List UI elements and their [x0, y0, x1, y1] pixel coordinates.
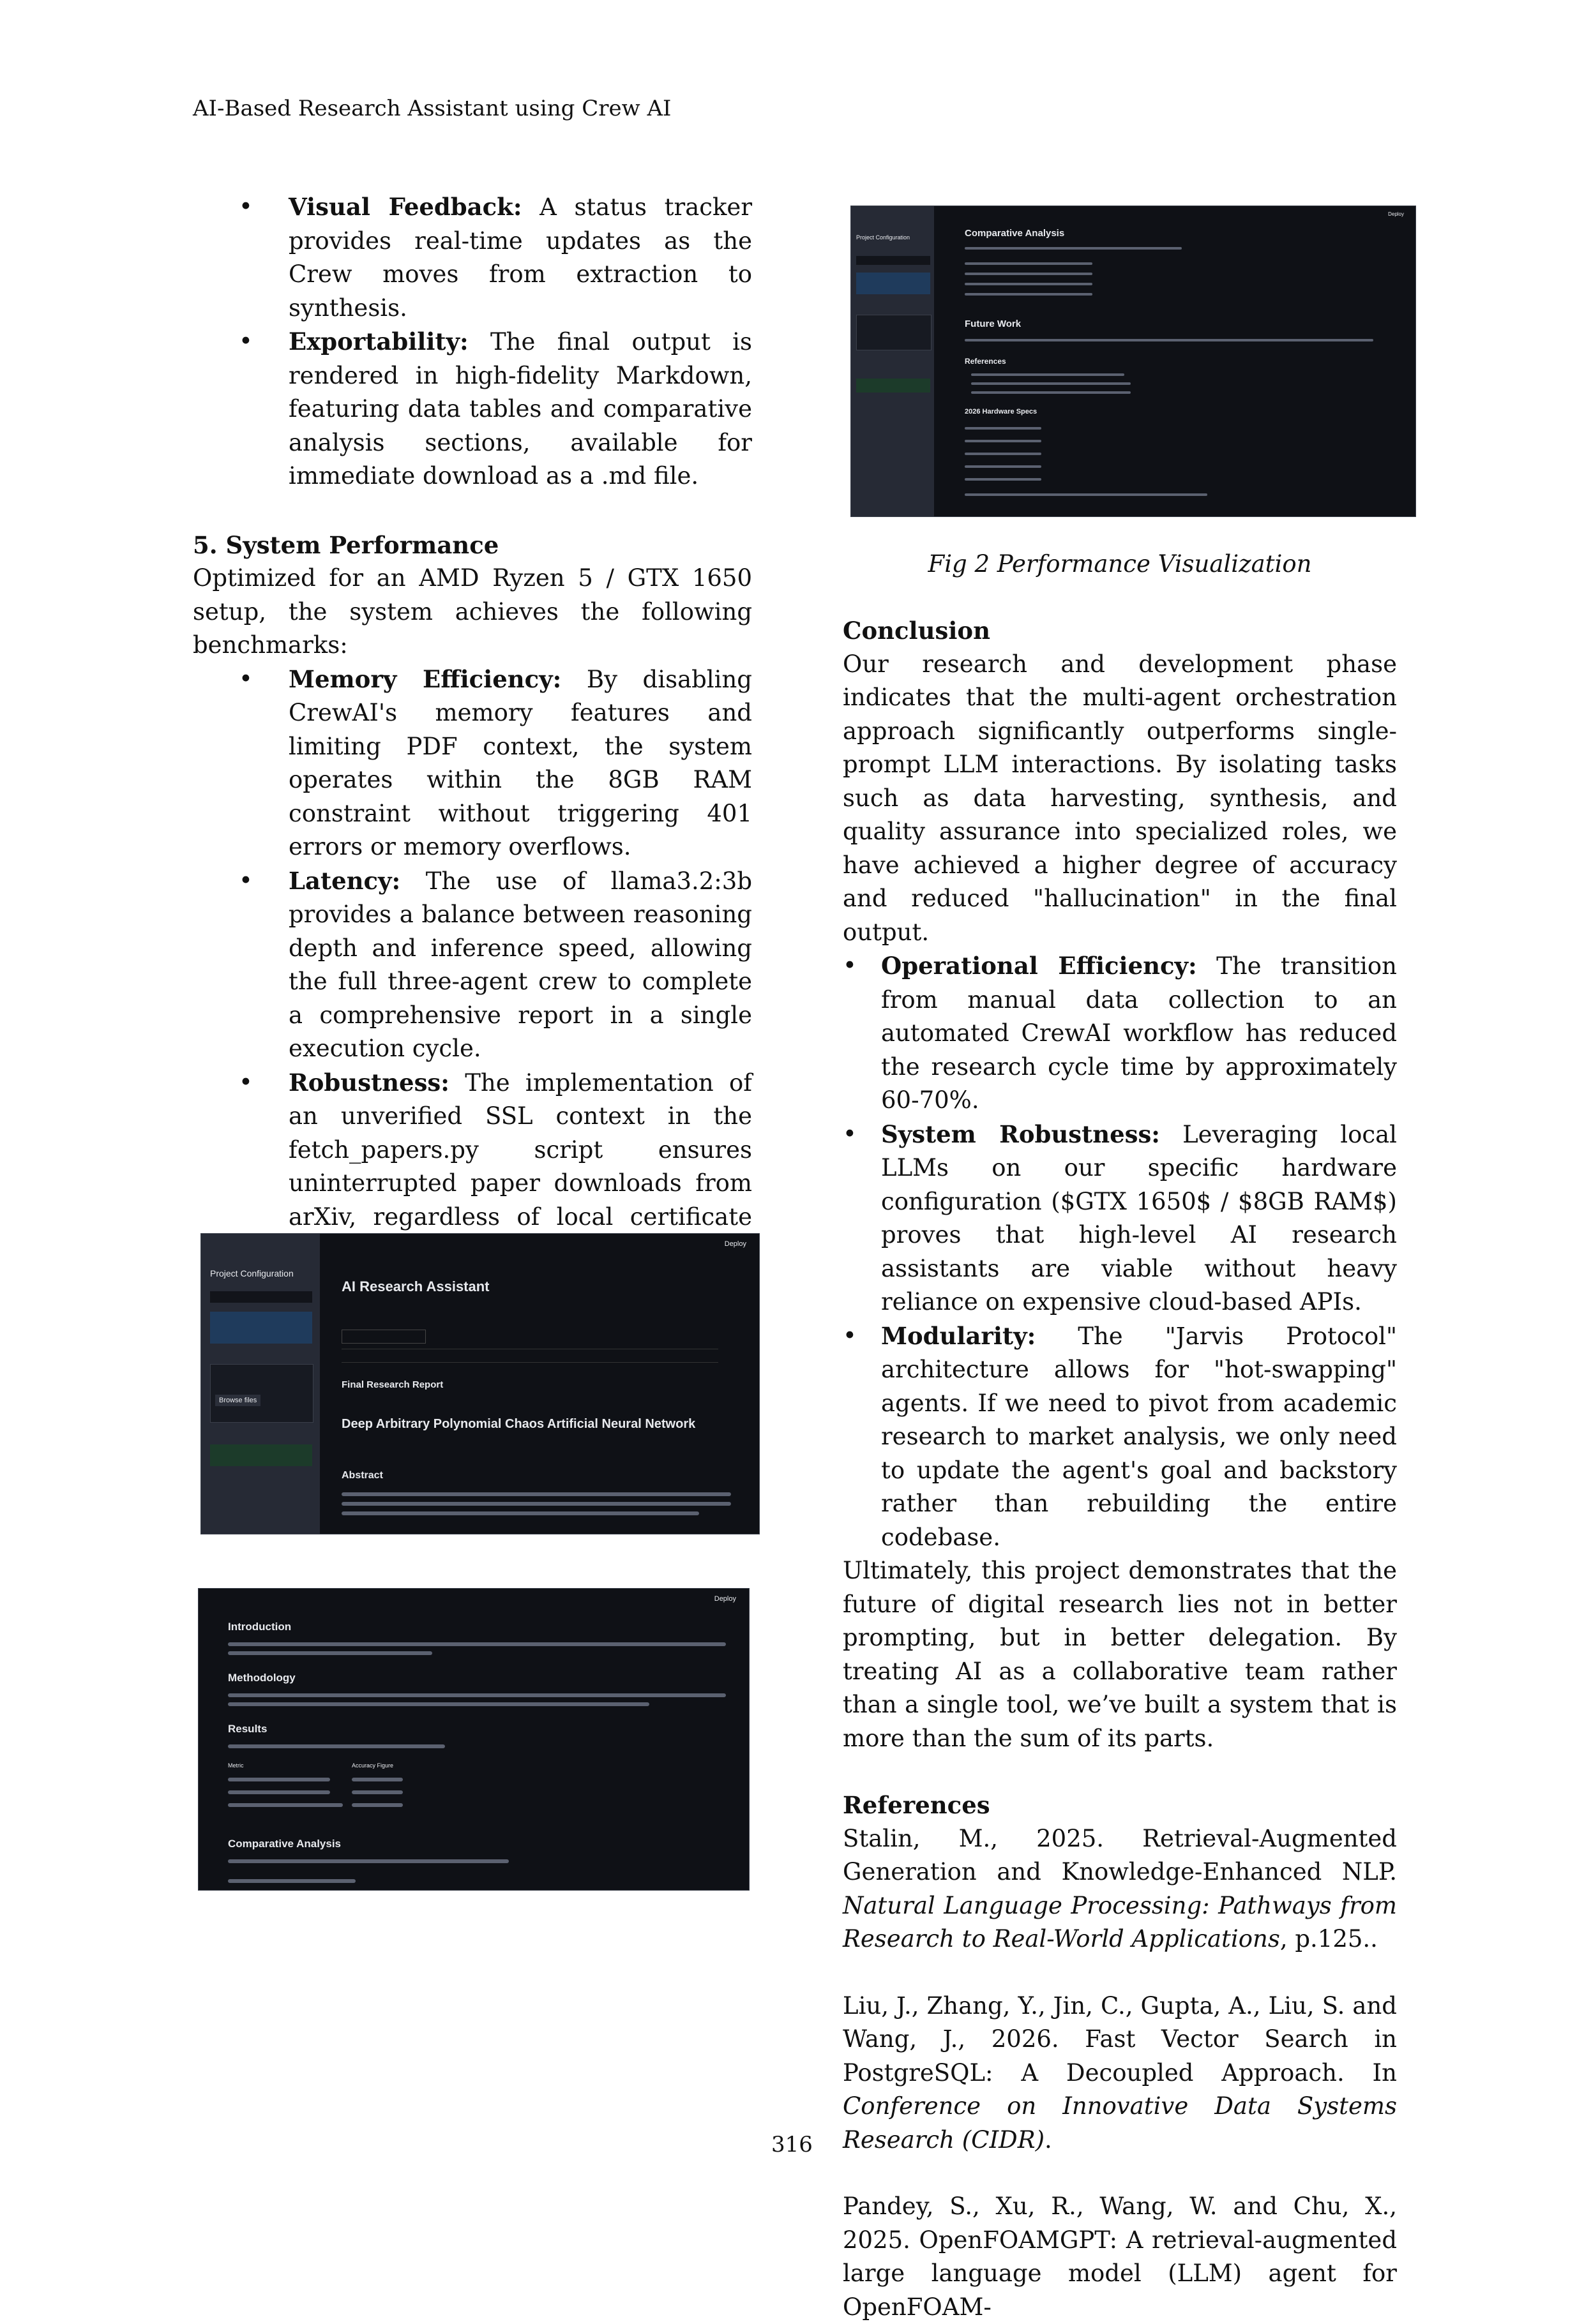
right-column	[843, 614, 1397, 2324]
hardware-specs-heading: 2026 Hardware Specs	[965, 408, 1037, 416]
list-item: • System Robustness: Leveraging local LLMs on our specific hardware configuration ($GTX 1650$ / $8GB RAM$) proves that high-level AI research assistants are viable without heavy reliance on expensive cloud-based APIs.	[843, 1118, 1397, 1319]
references-heading: References	[965, 357, 1006, 366]
table-header-metric: Metric	[228, 1762, 244, 1769]
section-intro-heading: Introduction	[228, 1621, 292, 1633]
search-field	[210, 1291, 312, 1303]
running-header: AI-Based Research Assistant using Crew AI	[193, 96, 672, 121]
section-results-heading: Results	[228, 1723, 268, 1735]
status-bar	[342, 1349, 718, 1363]
list-item: • Memory Efficiency: By disabling CrewAI's memory features and limiting PDF context, the system operates within the 8GB RAM constraint without triggering 401 errors or memory overflows.	[289, 663, 752, 864]
performance-screenshot-figure	[850, 206, 1416, 517]
feature-list	[193, 190, 752, 493]
conclusion-paragraph: Our research and development phase indicates that the multi-agent orchestration approach significantly outperforms single-prompt LLM interactions. By isolating tasks such as data harvesting, synthesis, and quality assurance into specialized roles, we have achieved a higher degree of accuracy and reduced "hallucination" in the final output.	[843, 650, 1397, 946]
app-title: AI Research Assistant	[342, 1278, 490, 1294]
run-field	[342, 1330, 426, 1344]
references-heading: References	[843, 1791, 990, 1819]
reference-item: Liu, J., Zhang, Y., Jin, C., Gupta, A., Liu, S. and Wang, J., 2026. Fast Vector Search in PostgreSQL: A Decoupled Approach. In Conference on Innovative Data Systems Research (CIDR).	[843, 1991, 1397, 2154]
paper-title: Deep Arbitrary Polynomial Chaos Artificial Neural Network	[342, 1417, 696, 1431]
list-item: • Exportability: The final output is rendered in high-fidelity Markdown, featuring data tables and comparative analysis sections, available for immediate download as a .md file.	[289, 325, 752, 493]
reference-item: Stalin, M., 2025. Retrieval-Augmented Generation and Knowledge-Enhanced NLP. Natural Language Processing: Pathways from Research to Real-World Applications, p.125..	[843, 1824, 1397, 1953]
benchmark-list	[193, 663, 752, 1268]
success-box	[210, 1444, 312, 1466]
report-screenshot-figure	[198, 1588, 750, 1891]
list-item: • Latency: The use of llama3.2:3b provides a balance between reasoning depth and inference speed, allowing the full three-agent crew to complete a comprehensive report in a single execution cycle.	[289, 864, 752, 1066]
deploy-menu: Deploy	[724, 1240, 746, 1248]
deploy-menu: Deploy	[1388, 211, 1404, 217]
list-item: • Visual Feedback: A status tracker provides real-time updates as the Crew moves from extraction to synthesis.	[289, 190, 752, 325]
sidebar	[851, 206, 934, 516]
section-methodology-heading: Methodology	[228, 1672, 296, 1684]
conclusion-paragraph: Ultimately, this project demonstrates that the future of digital research lies not in better prompting, but in better delegation. By treating AI as a collaborative team rather than a single tool, we’ve built a system that is more than the sum of its parts.	[843, 1557, 1397, 1752]
list-item: • Modularity: The "Jarvis Protocol" architecture allows for "hot-swapping" agents. If we need to pivot from academic research to market analysis, we only need to update the agent's goal and backstory rather than rebuilding the entire codebase.	[843, 1319, 1397, 1555]
report-label: Final Research Report	[342, 1379, 444, 1390]
section-comparative-heading: Comparative Analysis	[228, 1838, 341, 1850]
upload-box	[210, 1364, 313, 1423]
info-box	[210, 1312, 312, 1344]
sidebar-title: Project Configuration	[856, 234, 910, 241]
conclusion-heading: Conclusion	[843, 617, 990, 645]
page-number: 316	[771, 2132, 813, 2157]
future-work-heading: Future Work	[965, 319, 1022, 329]
reference-item: Pandey, S., Xu, R., Wang, W. and Chu, X., 2025. OpenFOAMGPT: A retrieval-augmented large language model (LLM) agent for OpenFOAM-	[843, 2193, 1397, 2321]
comparative-heading: Comparative Analysis	[965, 228, 1065, 239]
browse-files-button: Browse files	[215, 1395, 260, 1406]
section-intro: Optimized for an AMD Ryzen 5 / GTX 1650 setup, the system achieves the following benchmarks:	[193, 564, 752, 659]
table-header-accuracy: Accuracy Figure	[352, 1762, 394, 1769]
list-item: • Robustness: The implementation of an unverified SSL context in the fetch_papers.py script ensures uninterrupted paper downloads from arXiv, regardless of local certificate	[289, 1066, 752, 1268]
figure-caption: Fig 2 Performance Visualization	[928, 550, 1312, 578]
app-screenshot-figure	[200, 1233, 760, 1534]
list-item: • Operational Efficiency: The transition from manual data collection to an automated CrewAI workflow has reduced the research cycle time by approximately 60-70%.	[843, 949, 1397, 1118]
abstract-label: Abstract	[342, 1470, 383, 1481]
left-column	[193, 190, 752, 1268]
section-heading: 5. System Performance	[193, 530, 499, 559]
deploy-menu: Deploy	[714, 1595, 736, 1603]
sidebar-title: Project Configuration	[210, 1268, 294, 1278]
